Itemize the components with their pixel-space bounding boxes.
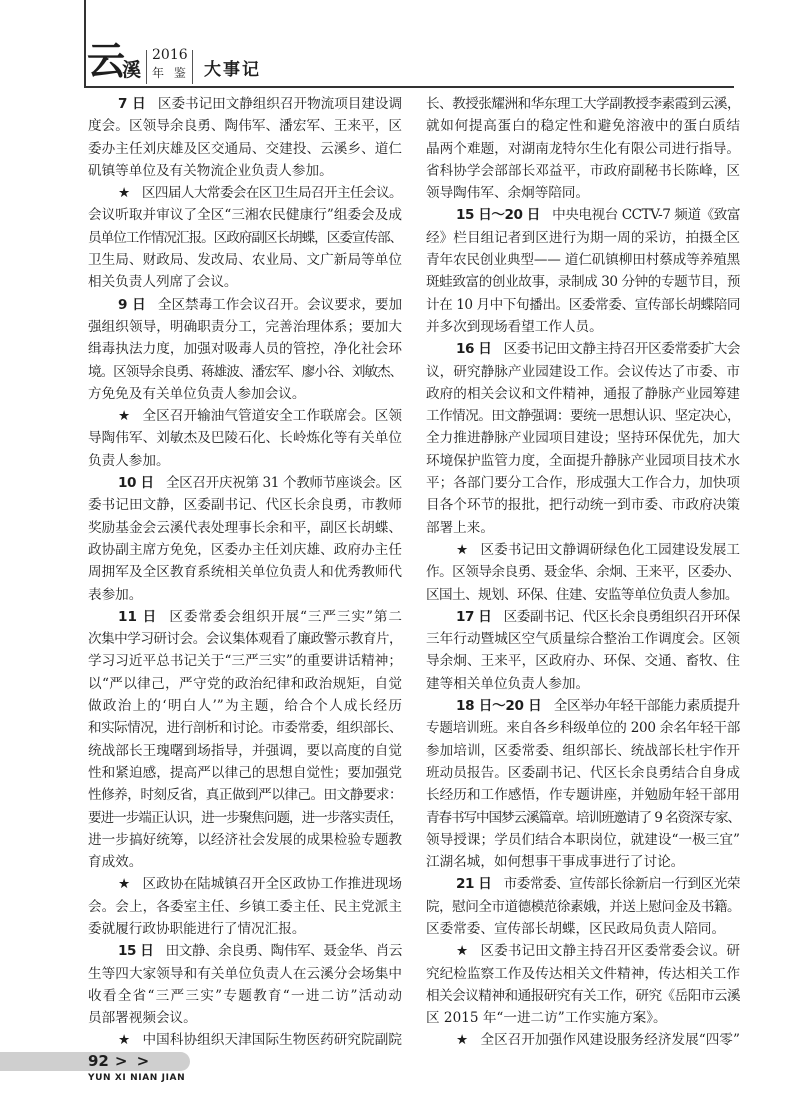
text-line (426, 918, 740, 940)
date-label: 15 日 (118, 943, 154, 960)
text-line (426, 227, 740, 249)
line-text: 省科协学会部部长邓益平，市政府副秘书长陈峰，区 (426, 162, 740, 179)
line-text: 育成效。 (88, 854, 143, 871)
text-line (88, 427, 402, 449)
text-line (88, 918, 402, 940)
chronicle-entry (88, 472, 402, 606)
text-line (426, 1007, 740, 1029)
page-number (88, 1052, 151, 1071)
line-text: 区政协在陆城镇召开全区政协工作推进现场 (142, 876, 402, 893)
chronicle-entry (88, 93, 402, 182)
date-label: 21 日 (456, 876, 492, 893)
text-line (426, 940, 740, 962)
line-text: 奖励基金会云溪代表处理事长余和平，副区长胡蝶、 (88, 519, 402, 536)
star-marker: ★ (118, 876, 131, 893)
line-text: 区委书记田文静主持召开区委常委扩大会 (503, 341, 740, 358)
line-text: 建等相关单位负责人参加。 (426, 675, 590, 692)
text-line (88, 873, 402, 895)
line-text: 经》栏目组记者到区进行为期一周的采访，拍摄全区 (426, 229, 740, 246)
date-label: 16 日 (456, 341, 492, 358)
text-line (426, 807, 740, 829)
text-line (88, 361, 402, 383)
text-line (426, 695, 740, 717)
text-line (426, 494, 740, 516)
text-line (426, 427, 740, 449)
line-text: 要进一步端正认识，进一步聚焦问题，进一步落实责任， (88, 809, 402, 826)
line-text: 议，研究静脉产业园建设工作。会议传达了市委、市 (426, 363, 740, 380)
line-text: 就如何提高蛋白的稳定性和避免溶液中的蛋白质结 (426, 118, 740, 135)
line-text: 强组织领导，明确职责分工，完善治理体系；要加大 (88, 318, 402, 335)
line-text: 境。区领导余良勇、蒋雄波、潘宏军、廖小谷、刘敏杰、 (88, 363, 402, 380)
line-text: 区委书记田文静组织召开物流项目建设调 (157, 96, 402, 112)
page-arrows: > > (114, 1052, 152, 1070)
line-text: 以“严以律己，严守党的政治纪律和政治规矩，自觉 (88, 675, 402, 692)
text-line (88, 204, 402, 226)
line-text: 领导陶伟军、余炯等陪同。 (426, 185, 590, 202)
text-line (88, 896, 402, 918)
text-line (426, 361, 740, 383)
line-text: 并多次到现场看望工作人员。 (426, 318, 603, 335)
text-line (88, 227, 402, 249)
line-text: 青春书写中国梦云溪篇章。培训班邀请了 9 名资深专家、 (426, 809, 740, 826)
chronicle-entry (426, 695, 740, 873)
line-text: 负责人参加。 (88, 452, 170, 469)
line-text: 区委书记田文静调研绿色化工园建设发展工 (480, 541, 740, 558)
text-line (88, 271, 402, 293)
text-line (426, 115, 740, 137)
text-line (426, 450, 740, 472)
section-title: 大事记 (204, 60, 261, 80)
text-line (426, 472, 740, 494)
star-marker: ★ (118, 1032, 131, 1049)
text-line (88, 383, 402, 405)
text-line (426, 182, 740, 204)
text-line (88, 673, 402, 695)
text-line (88, 539, 402, 561)
chronicle-entry (426, 940, 740, 1029)
chronicle-entry (426, 204, 740, 338)
header-divider (146, 50, 147, 84)
line-text: 性修养，时刻反省，真正做到严以律己。田文静要求： (88, 787, 402, 804)
line-text: 长经历和工作感悟，作专题讲座，并勉励年轻干部用 (426, 787, 740, 804)
text-line (88, 561, 402, 583)
right-column (426, 93, 740, 1052)
text-line (88, 472, 402, 494)
line-text: 区委常委、宣传部长胡蝶，区民政局负责人陪同。 (426, 920, 726, 937)
chronicle-entry (88, 294, 402, 405)
line-text: 环境保护监管力度，全面提升静脉产业园项目技术水 (426, 452, 740, 469)
text-line (426, 762, 740, 784)
text-line (426, 1029, 740, 1051)
line-text: 区委常委会组织开展“三严三实”第二 (169, 608, 402, 625)
text-line (88, 316, 402, 338)
line-text: 缉毒执法力度，加强对吸毒人员的管控，净化社会环 (88, 341, 402, 358)
line-text: 员部署视频会议。 (88, 1010, 197, 1027)
text-line (88, 695, 402, 717)
text-line (88, 160, 402, 182)
line-text: 委就履行政协职能进行了情况汇报。 (88, 920, 306, 937)
star-marker: ★ (118, 185, 130, 202)
line-text: 班动员报告。区委副书记、代区长余良勇结合自身成 (426, 764, 740, 781)
line-text: 度会。区领导余良勇、陶伟军、潘宏军、王来平，区 (88, 118, 402, 135)
chronicle-entry (426, 93, 740, 204)
chronicle-entry (88, 1029, 402, 1051)
yearbook-year: 2016 (152, 47, 188, 63)
line-text: 斑蛙致富的创业故事，录制成 30 分钟的专题节目，预 (426, 274, 740, 291)
chronicle-entry (426, 338, 740, 539)
line-text: 晶两个难题，对湖南龙特尔生化有限公司进行指导。 (426, 140, 740, 157)
line-text: 统战部长王瑰曙到场指导，并强调，要以高度的自觉 (88, 742, 402, 759)
text-line (426, 383, 740, 405)
text-line (426, 160, 740, 182)
star-marker: ★ (456, 1032, 469, 1049)
line-text: 相关会议精神和通报研究有关工作，研究《岳阳市云溪 (426, 987, 740, 1004)
text-line (88, 963, 402, 985)
line-text: 计在 10 月中下旬播出。区委常委、宣传部长胡蝶陪同 (426, 296, 740, 313)
line-text: 政协副主席方免免，区委办主任刘庆雄、政府办主任 (88, 541, 402, 558)
line-text: 进一步搞好统筹，以经济社会发展的成果检验专题教 (88, 831, 402, 848)
line-text: 全区禁毒工作会议召开。会议要求，要加 (157, 296, 402, 313)
left-column (88, 93, 402, 1052)
line-text: 区国土、规划、环保、住建、安监等单位负责人参加。 (426, 586, 738, 603)
line-text: 区 2015 年“一进二访”工作实施方案》。 (426, 1010, 667, 1027)
line-text: 卫生局、财政局、发改局、农业局、文广新局等单位 (88, 252, 402, 269)
text-line (88, 249, 402, 271)
chronicle-entry (88, 873, 402, 940)
text-line (88, 717, 402, 739)
line-text: 性和紧迫感，提高严以律己的思想自觉性；要加强党 (88, 764, 402, 781)
text-line (88, 405, 402, 427)
text-line (426, 93, 740, 115)
date-label: 9 日 (118, 296, 146, 313)
date-label: 10 日 (118, 475, 154, 492)
text-line (426, 338, 740, 360)
date-label: 15 日～20 日 (456, 207, 540, 224)
line-text: 委办主任刘庆雄及区交通局、交建投、云溪乡、道仁 (88, 140, 402, 157)
text-line (88, 494, 402, 516)
text-line (426, 249, 740, 271)
text-line (426, 561, 740, 583)
text-line (426, 271, 740, 293)
text-line (426, 851, 740, 873)
line-text: 方免免及有关单位负责人参加会议。 (88, 385, 306, 402)
line-text: 目各个环节的报批，把行动统一到市委、市政府决策 (426, 497, 740, 514)
text-line (88, 650, 402, 672)
text-line (88, 584, 402, 606)
yearbook-brand-large-char: 云 (87, 38, 126, 83)
line-text: 市委常委、宣传部长徐新启一行到区光荣 (503, 876, 740, 893)
line-text: 收看全省“三严三实”专题教育“一进二访”活动动 (88, 987, 402, 1004)
text-line (88, 985, 402, 1007)
line-text: 参加培训，区委常委、组织部长、统战部长杜宇作开 (426, 742, 740, 759)
star-marker: ★ (118, 408, 131, 425)
text-line (426, 717, 740, 739)
line-text: 全区召开加强作风建设服务经济发展“四零” (480, 1032, 740, 1049)
line-text: 究纪检监察工作及传达相关文件精神，传达相关工作 (426, 965, 740, 982)
text-line (88, 294, 402, 316)
chronicle-entry (88, 606, 402, 874)
header-divider (192, 50, 193, 84)
line-text: 青年农民创业典型—— 道仁矶镇柳田村蔡成等养殖黑 (426, 252, 740, 269)
line-text: 周拥军及全区教育系统相关单位负责人和优秀教师代 (88, 564, 402, 581)
text-line (426, 628, 740, 650)
line-text: 部署上来。 (426, 519, 494, 536)
text-line (426, 316, 740, 338)
text-line (88, 1007, 402, 1029)
text-line (88, 807, 402, 829)
page-number-value: 92 (88, 1052, 109, 1070)
text-line (88, 450, 402, 472)
line-text: 会。会上，各委室主任、乡镇工委主任、民主党派主 (88, 898, 402, 915)
text-line (88, 940, 402, 962)
text-line (426, 138, 740, 160)
line-text: 长、教授张耀洲和华东理工大学副教授李素霞到云溪， (426, 96, 740, 112)
line-text: 田文静、余良勇、陶伟军、聂金华、肖云 (165, 943, 402, 960)
line-text: 导陶伟军、刘敏杰及巴陵石化、长岭炼化等有关单位 (88, 430, 402, 447)
line-text: 做政治上的‘明白人’”为主题，给合个人成长经历 (88, 698, 402, 715)
star-marker: ★ (456, 541, 469, 558)
line-text: 区委书记田文静主持召开区委常委会议。研 (480, 943, 740, 960)
text-line (426, 985, 740, 1007)
line-text: 次集中学习研讨会。会议集体观看了廉政警示教育片， (88, 631, 402, 648)
text-line (88, 338, 402, 360)
chronicle-entry (426, 606, 740, 695)
line-text: 江湖名城，如何想事干事成事进行了讨论。 (426, 854, 685, 871)
chronicle-entry (88, 940, 402, 1029)
text-line (426, 405, 740, 427)
text-line (88, 115, 402, 137)
line-text: 表参加。 (88, 586, 143, 603)
line-text: 政府的相关会议和文件精神，通报了静脉产业园筹建 (426, 385, 740, 402)
text-line (88, 829, 402, 851)
line-text: 委书记田文静，区委副书记、代区长余良勇，市教师 (88, 497, 402, 514)
text-line (88, 762, 402, 784)
line-text: 中国科协组织天津国际生物医药研究院副院 (142, 1032, 402, 1049)
text-line (88, 138, 402, 160)
header-left-rule (84, 0, 86, 87)
yearbook-brand-small-char: 溪 (122, 59, 142, 81)
date-label: 17 日 (456, 608, 492, 625)
line-text: 全力推进静脉产业园项目建设；坚持环保优先，加大 (426, 430, 740, 447)
text-line (426, 294, 740, 316)
line-text: 和实际情况，进行剖析和讨论。市委常委，组织部长、 (88, 720, 402, 737)
line-text: 相关负责人列席了会议。 (88, 274, 238, 291)
line-text: 三年行动暨城区空气质量综合整治工作调度会。区领 (426, 631, 740, 648)
line-text: 领导授课；学员们结合本职岗位，就建设“一极三宜” (426, 831, 740, 848)
line-text: 专题培训班。来自各乡科级单位的 200 余名年轻干部 (426, 720, 740, 737)
line-text: 区四届人大常委会在区卫生局召开主任会议。 (141, 185, 402, 202)
text-line (426, 963, 740, 985)
line-text: 会议听取并审议了全区“三湘农民健康行”组委会及成 (88, 207, 402, 224)
text-line (426, 673, 740, 695)
text-line (426, 784, 740, 806)
line-text: 导余炯、王来平，区政府办、环保、交通、畜牧、住 (426, 653, 740, 670)
line-text: 矶镇等单位及有关物流企业负责人参加。 (88, 162, 333, 179)
text-line (426, 584, 740, 606)
text-line (88, 851, 402, 873)
header-rule (84, 86, 734, 88)
line-text: 平；各部门要分工合作，形成强大工作合力，加快项 (426, 475, 740, 492)
chronicle-entry (426, 1029, 740, 1051)
text-line (88, 93, 402, 115)
date-label: 11 日 (118, 608, 158, 625)
text-line (88, 784, 402, 806)
text-line (426, 740, 740, 762)
text-line (426, 873, 740, 895)
line-text: 院，慰问全市道德模范徐素娥，并送上慰问金及书籍。 (426, 898, 740, 915)
text-line (88, 517, 402, 539)
text-line (88, 740, 402, 762)
yearbook-label: 年 鉴 (152, 66, 189, 80)
date-label: 7 日 (118, 96, 146, 112)
text-line (88, 606, 402, 628)
text-line (88, 1029, 402, 1051)
star-marker: ★ (456, 943, 469, 960)
text-line (426, 606, 740, 628)
text-line (88, 628, 402, 650)
text-line (426, 517, 740, 539)
chronicle-entry (88, 182, 402, 293)
text-line (426, 829, 740, 851)
line-text: 全区举办年轻干部能力素质提升 (553, 698, 740, 715)
text-line (426, 204, 740, 226)
date-label: 18 日～20 日 (456, 698, 542, 715)
line-text: 员单位工作情况汇报。区政府副区长胡蝶，区委宣传部、 (88, 229, 402, 246)
text-line (426, 650, 740, 672)
chronicle-entry (88, 405, 402, 472)
line-text: 全区召开庆祝第 31 个教师节座谈会。区 (165, 475, 402, 492)
line-text: 工作情况。田文静强调：要统一思想认识、坚定决心， (426, 408, 740, 425)
text-line (88, 182, 402, 204)
text-line (426, 539, 740, 561)
line-text: 学习习近平总书记关于“三严三实”的重要讲话精神； (88, 653, 402, 670)
chronicle-entry (426, 539, 740, 606)
line-text: 生等四大家领导和有关单位负责人在云溪分会场集中 (88, 965, 402, 982)
yearbook-pinyin: YUN XI NIAN JIAN (88, 1073, 186, 1083)
line-text: 中央电视台 CCTV-7 频道《致富 (552, 207, 740, 224)
line-text: 全区召开输油气管道安全工作联席会。区领 (142, 408, 402, 425)
line-text: 区委副书记、代区长余良勇组织召开环保 (503, 608, 740, 625)
chronicle-entry (426, 873, 740, 940)
text-line (426, 896, 740, 918)
line-text: 作。区领导余良勇、聂金华、余炯、王来平，区委办、 (426, 564, 740, 581)
